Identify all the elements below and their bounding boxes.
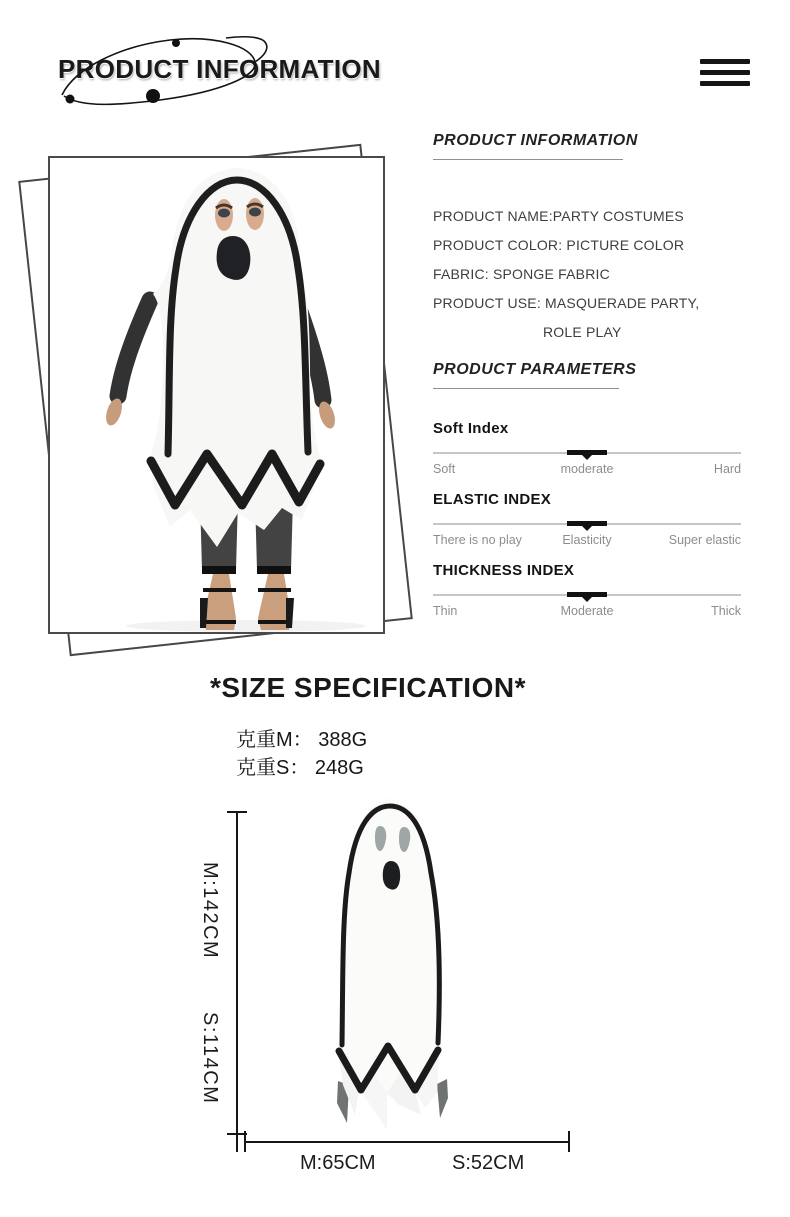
slider-handle <box>567 592 607 597</box>
role-play-line: ROLE PLAY <box>543 324 622 340</box>
slider-handle <box>567 521 607 526</box>
product-color-line: PRODUCT COLOR: PICTURE COLOR <box>433 237 685 253</box>
left-sleeve <box>118 300 150 396</box>
width-dimension-line <box>245 1141 570 1143</box>
slider-track <box>433 521 741 527</box>
slider-handle <box>567 450 607 455</box>
slider-label-right: Super elastic <box>668 533 742 547</box>
slider-label-right: Thick <box>711 604 742 618</box>
slider-label-right: Hard <box>713 462 742 476</box>
slider-title: Soft Index <box>433 420 509 437</box>
slider-label-center: moderate <box>560 462 614 476</box>
soft-index-slider <box>433 420 741 476</box>
slider-title: ELASTIC INDEX <box>433 491 552 508</box>
product-name-line: PRODUCT NAME:PARTY COSTUMES <box>433 208 684 224</box>
slider-label-left: There is no play <box>433 533 522 547</box>
weight-block <box>236 726 367 782</box>
slider-label-center: Elasticity <box>562 533 612 547</box>
height-label-m: M:142CM <box>199 862 221 960</box>
hamburger-icon <box>700 59 750 92</box>
ghost-size-diagram <box>325 793 460 1140</box>
slider-label-center: Moderate <box>560 604 614 618</box>
height-label-s: S:114CM <box>199 1012 221 1105</box>
orbit-dot-large <box>146 89 160 103</box>
page-title: PRODUCT INFORMATION <box>58 54 381 84</box>
orbit-dot-small-top <box>172 39 180 47</box>
width-right-tick <box>568 1131 570 1152</box>
weight-m: 克重M： 388G <box>236 729 368 751</box>
size-specification-heading: *SIZE SPECIFICATION* <box>210 672 526 703</box>
product-info-panel <box>433 132 741 618</box>
parameter-sliders <box>433 420 741 618</box>
width-label-m: M:65CM <box>300 1152 376 1174</box>
elastic-index-slider <box>433 491 741 547</box>
slider-title: THICKNESS INDEX <box>433 562 575 579</box>
diagram-ghost-mouth <box>383 861 400 890</box>
thickness-index-slider <box>433 562 741 618</box>
fabric-line: FABRIC: SPONGE FABRIC <box>433 266 610 282</box>
height-dimension-line <box>236 812 238 1152</box>
slider-track <box>433 592 741 598</box>
photo-card-front <box>48 156 385 634</box>
product-information-heading: PRODUCT INFORMATION <box>433 132 623 160</box>
product-parameters-heading: PRODUCT PARAMETERS <box>433 361 619 389</box>
slider-label-left: Thin <box>433 604 458 618</box>
slider-track <box>433 450 741 456</box>
height-top-tick <box>227 811 247 813</box>
slider-label-left: Soft <box>433 462 456 476</box>
width-label-s: S:52CM <box>452 1152 525 1174</box>
product-use-line: PRODUCT USE: MASQUERADE PARTY, <box>433 295 700 311</box>
weight-s: 克重S： 248G <box>236 757 364 779</box>
orbit-decoration <box>40 28 290 118</box>
ghost-costume-photo <box>50 158 383 632</box>
width-left-tick <box>244 1131 246 1152</box>
orbit-dot-small-left <box>66 95 75 104</box>
